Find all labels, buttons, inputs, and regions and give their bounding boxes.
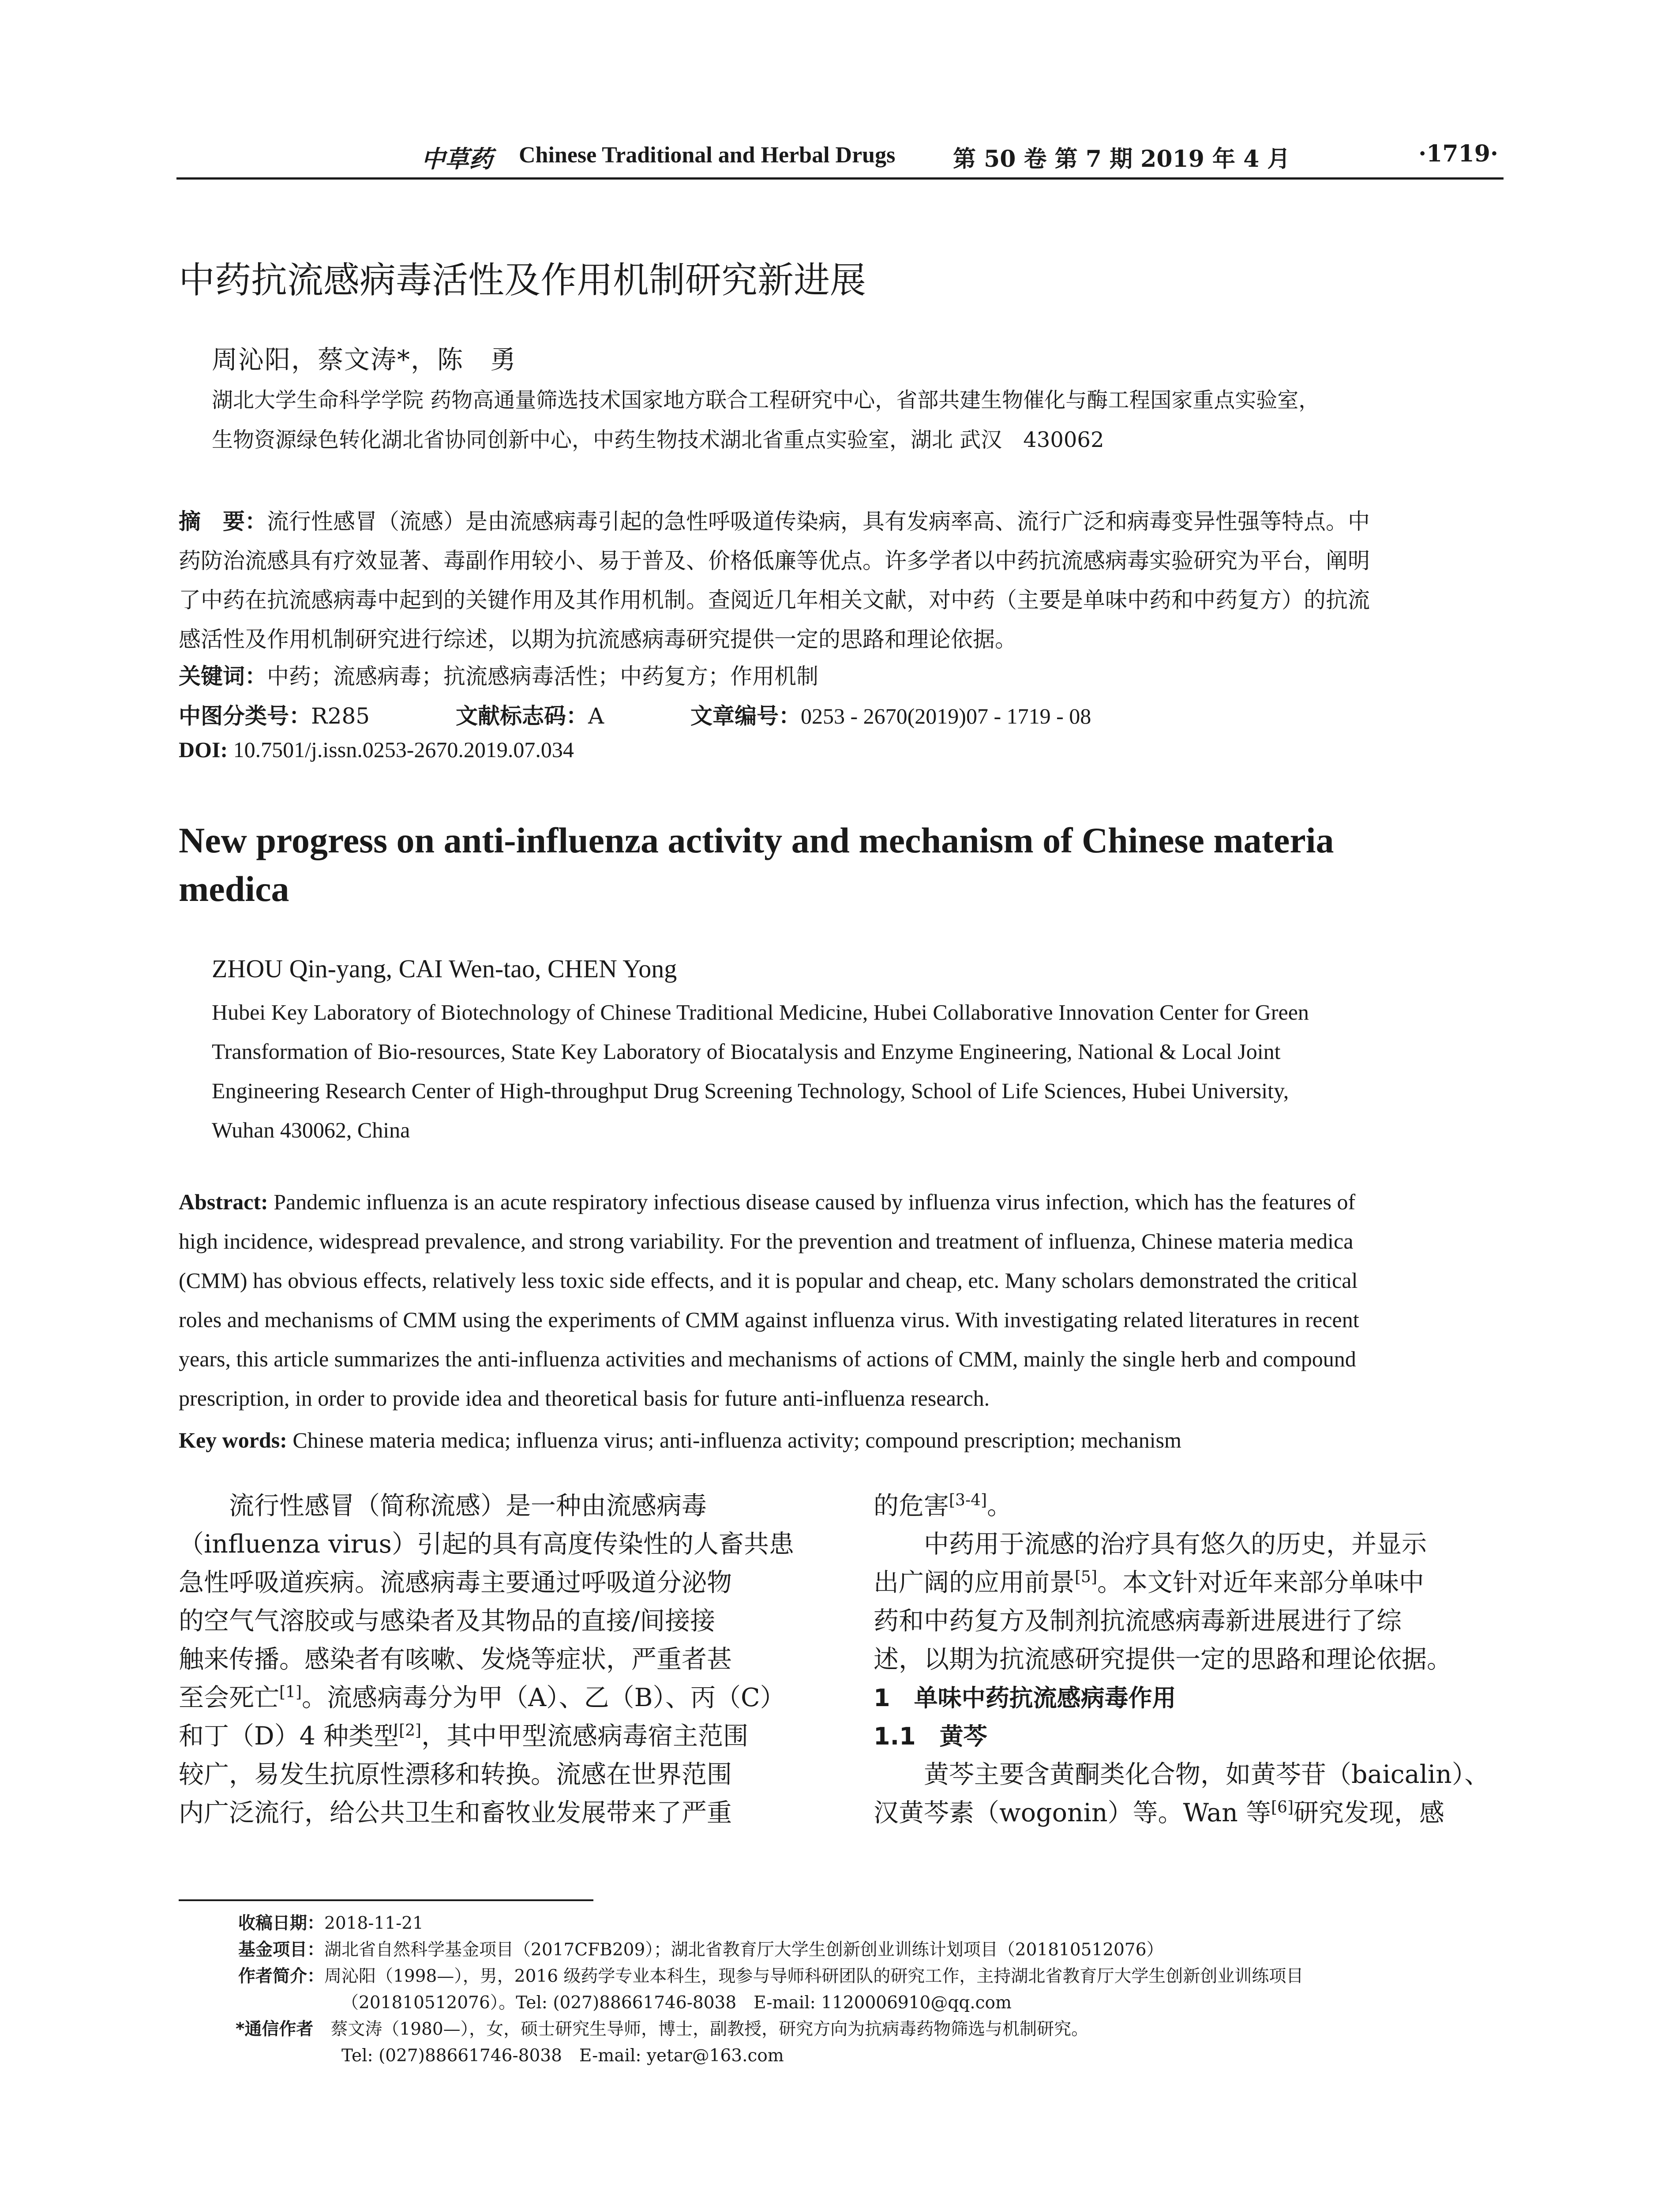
body-text: 至会死亡 (179, 1683, 279, 1712)
body-text: 。本文针对近年来部分单味中 (1097, 1568, 1424, 1597)
body-line (874, 1487, 1489, 1525)
body-line (874, 1794, 1489, 1832)
bio-label: 作者简介： (238, 1966, 325, 1986)
affiliation-en-line: Hubei Key Laboratory of Biotechnology of Chinese Traditional Medicine, Hubei Collaborative Innovation Center for Green (212, 1000, 1309, 1024)
abstract-cn-label: 摘 要： (179, 509, 267, 534)
received-label: 收稿日期： (238, 1913, 325, 1933)
affiliation-cn-line: 生物资源绿色转化湖北省协同创新中心，中药生物技术湖北省重点实验室，湖北 武汉 430062 (212, 428, 1104, 452)
title-en-line: New progress on anti-influenza activity and mechanism of Chinese materia (179, 820, 1334, 860)
body-line: 的空气气溶胶或与感染者及其物品的直接/间接接 (179, 1606, 716, 1636)
affiliation-en (212, 993, 1309, 1150)
footnotes (238, 1910, 1303, 2069)
section-heading: 1 单味中药抗流感病毒作用 (874, 1684, 1176, 1712)
abstract-cn-line: 了中药在抗流感病毒中起到的关键作用及其作用机制。查阅近几年相关文献，对中药（主要是单味中药和中药复方）的抗流 (179, 587, 1370, 613)
affiliation-en-line: Wuhan 430062, China (212, 1118, 410, 1142)
body-line: 急性呼吸道疾病。流感病毒主要通过呼吸道分泌物 (179, 1568, 732, 1597)
body-line: 触来传播。感染者有咳嗽、发烧等症状，严重者甚 (179, 1645, 732, 1674)
title-cn: 中药抗流感病毒活性及作用机制研究新进展 (179, 259, 866, 301)
body-line (179, 1679, 794, 1717)
citation-ref: [1] (279, 1683, 302, 1701)
clc-value: R285 (311, 703, 370, 729)
body-line: 药和中药复方及制剂抗流感病毒新进展进行了综 (874, 1606, 1402, 1636)
abstract-en-line: years, this article summarizes the anti-influenza activities and mechanisms of actions of CMM, mainly the single herb and compound (179, 1347, 1356, 1371)
citation-ref: [5] (1075, 1568, 1097, 1586)
body-text: 研究发现，感 (1294, 1798, 1445, 1827)
citation-ref: [6] (1271, 1798, 1294, 1816)
abstract-cn-line: 流行性感冒（流感）是由流感病毒引起的急性呼吸道传染病，具有发病率高、流行广泛和病毒变异性强等特点。中 (267, 509, 1370, 534)
page-number: ·1719· (1418, 140, 1498, 167)
keywords-en-text: Chinese materia medica; influenza virus; anti-influenza activity; compound prescription; mechanism (292, 1428, 1181, 1452)
body-line: 中药用于流感的治疗具有悠久的历史，并显示 (924, 1530, 1427, 1559)
affiliation-cn-line: 湖北大学生命科学学院 药物高通量筛选技术国家地方联合工程研究中心，省部共建生物催化与酶工程国家重点实验室， (212, 388, 1320, 413)
doi-label: DOI: (179, 737, 228, 762)
body-text: 和丁（D）4 种类型 (179, 1722, 399, 1751)
abstract-en-line: (CMM) has obvious effects, relatively less toxic side effects, and it is popular and cheap, etc. Many scholars demonstrated the critical (179, 1268, 1358, 1293)
bio-text: 周沁阳（1998—），男，2016 级药学专业本科生，现参与导师科研团队的研究工作，主持湖北省教育厅大学生创新创业训练项目 (324, 1966, 1304, 1986)
body-line: 黄芩主要含黄酮类化合物，如黄芩苷（baicalin）、 (924, 1760, 1490, 1789)
corresponding-label: *通信作者 (236, 2019, 314, 2039)
body-text: 汉黄芩素（wogonin）等。Wan 等 (874, 1798, 1271, 1827)
body-line (179, 1717, 794, 1756)
subsection-heading: 1.1 黄芩 (874, 1722, 987, 1750)
keywords-en (179, 1427, 1181, 1453)
body-text: 。 (987, 1491, 1012, 1520)
citation-ref: [3-4] (949, 1491, 987, 1509)
abstract-cn (179, 502, 1506, 659)
corresponding-text: 蔡文涛（1980—），女，硕士研究生导师，博士，副教授，研究方向为抗病毒药物筛选与机制研究。 (330, 2019, 1089, 2039)
header-rule (176, 177, 1504, 180)
abstract-en (179, 1182, 1359, 1418)
abstract-cn-line: 感活性及作用机制研究进行综述，以期为抗流感病毒研究提供一定的思路和理论依据。 (179, 627, 1017, 652)
footnote-rule (179, 1899, 593, 1901)
abstract-cn-line: 药防治流感具有疗效显著、毒副作用较小、易于普及、价格低廉等优点。许多学者以中药抗流感病毒实验研究为平台，阐明 (179, 548, 1370, 574)
body-line: 较广，易发生抗原性漂移和转换。流感在世界范围 (179, 1760, 732, 1789)
received-date: 2018-11-21 (324, 1913, 424, 1933)
article-no-label: 文章编号： (690, 703, 801, 729)
doc-code-value: A (588, 703, 604, 729)
body-column-left (179, 1487, 794, 1832)
corresponding-text: Tel: (027)88661746-8038 E-mail: yetar@163.com (341, 2046, 784, 2066)
doi-line (179, 737, 574, 762)
doc-code-label: 文献标志码： (456, 703, 588, 729)
clc-label: 中图分类号： (179, 703, 311, 729)
body-line: 内广泛流行，给公共卫生和畜牧业发展带来了严重 (179, 1798, 732, 1827)
body-text: 出广阔的应用前景 (874, 1568, 1075, 1597)
affiliation-en-line: Transformation of Bio-resources, State Key Laboratory of Biocatalysis and Enzyme Engineering, National & Local Joint (212, 1039, 1281, 1064)
body-line: 流行性感冒（简称流感）是一种由流感病毒 (229, 1491, 707, 1520)
body-line: （influenza virus）引起的具有高度传染性的人畜共患 (179, 1530, 794, 1559)
abstract-en-label: Abstract: (179, 1189, 268, 1214)
title-en (179, 816, 1334, 913)
authors-cn: 周沁阳，蔡文涛*，陈 勇 (212, 345, 517, 375)
body-text: ，其中甲型流感病毒宿主范围 (421, 1722, 749, 1751)
abstract-en-line: roles and mechanisms of CMM using the experiments of CMM against influenza virus. With investigating related literatures in recent (179, 1307, 1359, 1332)
body-text: 的危害 (874, 1491, 949, 1520)
abstract-en-line: high incidence, widespread prevalence, and strong variability. For the prevention and treatment of influenza, Chinese materia medica (179, 1229, 1354, 1253)
authors-en: ZHOU Qin-yang, CAI Wen-tao, CHEN Yong (212, 954, 677, 983)
classification-line (179, 698, 1506, 729)
body-text: 。流感病毒分为甲（A）、乙（B）、丙（C） (302, 1683, 785, 1712)
journal-name-cn: 中草药 (421, 145, 493, 173)
volume-issue: 第 50 卷 第 7 期 2019 年 4 月 (953, 146, 1290, 173)
title-en-line: medica (179, 869, 289, 909)
affiliation-en-line: Engineering Research Center of High-throughput Drug Screening Technology, School of Life Sciences, Hubei University, (212, 1078, 1289, 1103)
body-line: 述，以期为抗流感研究提供一定的思路和理论依据。 (874, 1645, 1452, 1674)
fund-label: 基金项目： (238, 1940, 325, 1960)
abstract-en-line: prescription, in order to provide idea and theoretical basis for future anti-influenza research. (179, 1386, 990, 1411)
article-no-value: 0253 - 2670(2019)07 - 1719 - 08 (801, 704, 1091, 728)
bio-text: （201810512076）。Tel: (027)88661746-8038 E-mail: 1120006910@qq.com (341, 1993, 1012, 2013)
doi-value: 10.7501/j.issn.0253-2670.2019.07.034 (233, 737, 574, 762)
body-line (874, 1564, 1489, 1602)
keywords-cn-label: 关键词： (179, 664, 267, 689)
keywords-cn-text: 中药；流感病毒；抗流感病毒活性；中药复方；作用机制 (267, 664, 818, 689)
keywords-cn (179, 659, 818, 690)
abstract-en-line: Pandemic influenza is an acute respiratory infectious disease caused by influenza virus infection, which has the features of (274, 1189, 1356, 1214)
citation-ref: [2] (399, 1722, 422, 1740)
keywords-en-label: Key words: (179, 1428, 287, 1452)
body-column-right (874, 1487, 1489, 1832)
journal-name-en: Chinese Traditional and Herbal Drugs (519, 143, 896, 168)
fund-text: 湖北省自然科学基金项目（2017CFB209）；湖北省教育厅大学生创新创业训练计划项目（201810512076） (324, 1940, 1164, 1960)
running-header (176, 140, 1504, 176)
